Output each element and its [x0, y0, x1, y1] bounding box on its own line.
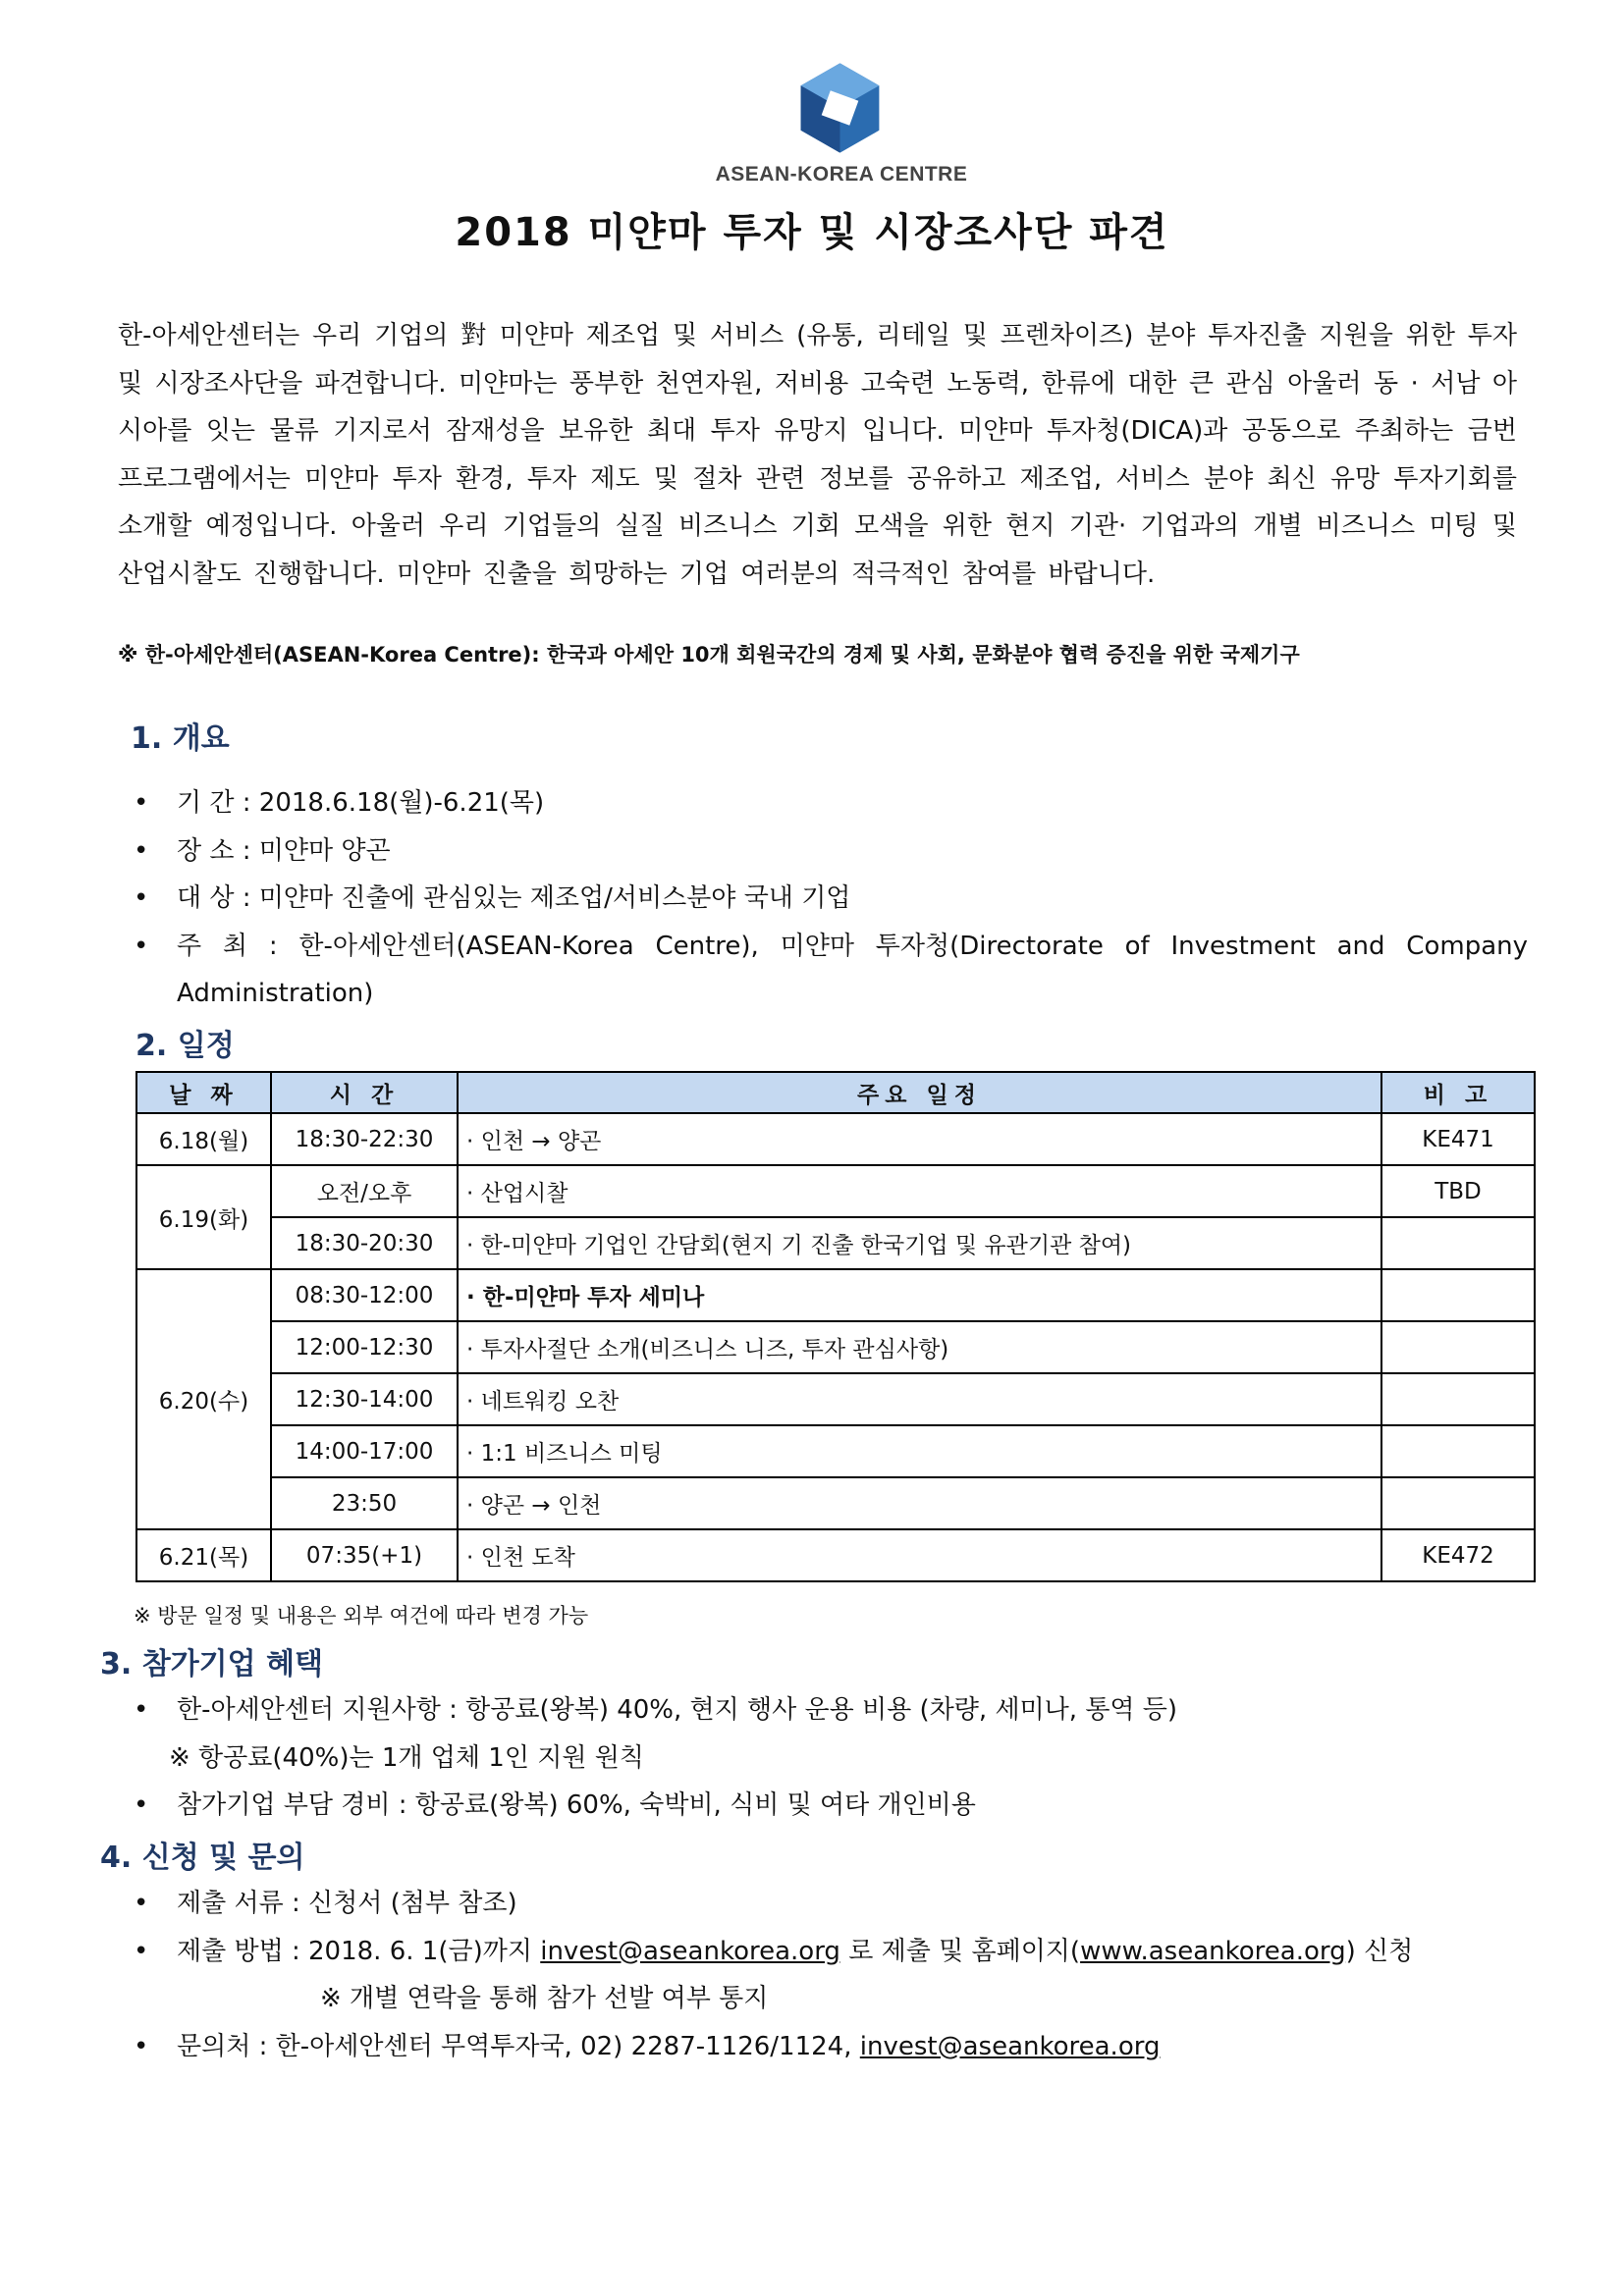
event-cell: · 인천 도착 [458, 1529, 1381, 1581]
asean-korea-centre-logo [793, 59, 887, 157]
note-cell [1381, 1425, 1535, 1477]
section1-heading: 1. 개요 [131, 721, 230, 756]
note-cell [1381, 1269, 1535, 1321]
column-header-date: 날 짜 [136, 1072, 271, 1113]
logo-text: ASEAN-KOREA CENTRE [715, 163, 968, 186]
note-cell [1381, 1217, 1535, 1269]
table-row [136, 1113, 1535, 1165]
contact-email-link[interactable]: invest@aseankorea.org [859, 2031, 1161, 2061]
note-cell [1381, 1321, 1535, 1373]
page-title: 2018 미얀마 투자 및 시장조사단 파견 [455, 210, 1169, 255]
event-cell: · 네트워킹 오찬 [458, 1373, 1381, 1425]
date-cell: 6.20(수) [136, 1269, 271, 1529]
list-item [134, 2023, 1528, 2071]
table-row [136, 1269, 1535, 1321]
list-item: • 대 상 : 미얀마 진출에 관심있는 제조업/서비스분야 국내 기업 [134, 875, 1528, 923]
list-item: • 제출 서류 : 신청서 (첨부 참조) [134, 1880, 1528, 1928]
section3-heading: 3. 참가기업 혜택 [100, 1647, 324, 1682]
schedule-footnote: ※ 방문 일정 및 내용은 외부 여건에 따라 변경 가능 [134, 1604, 589, 1628]
section1-list [134, 779, 1528, 1018]
section2-heading: 2. 일정 [135, 1029, 235, 1063]
time-cell: 18:30-20:30 [271, 1217, 458, 1269]
table-row [136, 1477, 1535, 1529]
list-item: • 주 최 : 한-아세안센터(ASEAN-Korea Centre), 미얀마 투자청(Directorate of Investment and Company Administration) [134, 923, 1528, 1018]
time-cell: 12:00-12:30 [271, 1321, 458, 1373]
time-cell: 12:30-14:00 [271, 1373, 458, 1425]
time-cell: 08:30-12:00 [271, 1269, 458, 1321]
event-cell: · 양곤 → 인천 [458, 1477, 1381, 1529]
table-row [136, 1425, 1535, 1477]
list-item: • 장 소 : 미얀마 양곤 [134, 828, 1528, 876]
table-row [136, 1529, 1535, 1581]
list-item-note: ※ 개별 연락을 통해 참가 선발 여부 통지 [320, 1984, 769, 2013]
list-item [134, 1928, 1528, 1976]
time-cell: 18:30-22:30 [271, 1113, 458, 1165]
note-cell [1381, 1477, 1535, 1529]
schedule-table [135, 1071, 1536, 1582]
date-cell: 6.19(화) [136, 1165, 271, 1269]
event-cell: · 투자사절단 소개(비즈니스 니즈, 투자 관심사항) [458, 1321, 1381, 1373]
event-cell: · 인천 → 양곤 [458, 1113, 1381, 1165]
note-cell: KE471 [1381, 1113, 1535, 1165]
section4-heading: 4. 신청 및 문의 [100, 1841, 305, 1875]
section4-list [134, 1880, 1528, 2070]
submission-text: 제출 방법 : 2018. 6. 1(금)까지 [177, 1936, 541, 1966]
date-cell: 6.21(목) [136, 1529, 271, 1581]
event-cell: · 한-미얀마 투자 세미나 [458, 1269, 1381, 1321]
table-row [136, 1321, 1535, 1373]
time-cell: 오전/오후 [271, 1165, 458, 1217]
submission-text: ) 신청 [1345, 1936, 1414, 1966]
homepage-link[interactable]: www.aseankorea.org [1080, 1936, 1346, 1966]
time-cell: 23:50 [271, 1477, 458, 1529]
time-cell: 14:00-17:00 [271, 1425, 458, 1477]
event-cell: · 한-미얀마 기업인 간담회(현지 기 진출 한국기업 및 유관기관 참여) [458, 1217, 1381, 1269]
intro-paragraph: 한-아세안센터는 우리 기업의 對 미얀마 제조업 및 서비스 (유통, 리테일 및 프렌차이즈) 분야 투자진출 지원을 위한 투자 및 시장조사단을 파견합니다. 미얀마는 풍부한 천연자원, 저비용 고숙련 노동력, 한류에 대한 큰 관심 아울러 동 · 서남 아시아를 잇는 물류 기지로서 잠재성을 보유한 최대 투자 유망지 입니다. 미얀마 투자청(DICA)과 공동으로 주최하는 금번 프로그램에서는 미얀마 투자 환경, 투자 제도 및 절차 관련 정보를 공유하고 제조업, 서비스 분야 최신 유망 투자기회를 소개할 예정입니다. 아울러 우리 기업들의 실질 비즈니스 기회 모색을 위한 현지 기관· 기업과의 개별 비즈니스 미팅 및 산업시찰도 진행합니다. 미얀마 진출을 희망하는 기업 여러분의 적극적인 참여를 바랍니다. [118, 321, 1517, 589]
time-cell: 07:35(+1) [271, 1529, 458, 1581]
event-cell: · 산업시찰 [458, 1165, 1381, 1217]
email-link[interactable]: invest@aseankorea.org [540, 1936, 840, 1966]
list-item: • 기 간 : 2018.6.18(월)-6.21(목) [134, 779, 1528, 828]
contact-text: 문의처 : 한-아세안센터 무역투자국, 02) 2287-1126/1124, [177, 2031, 860, 2061]
submission-text: 로 제출 및 홈페이지( [839, 1936, 1081, 1966]
note-cell [1381, 1373, 1535, 1425]
column-header-event: 주요 일정 [458, 1072, 1381, 1113]
list-item-note: ※ 항공료(40%)는 1개 업체 1인 지원 원칙 [169, 1742, 644, 1773]
section3-list [134, 1686, 1528, 1830]
list-item: • 참가기업 부담 경비 : 항공료(왕복) 60%, 숙박비, 식비 및 여타 개인비용 [134, 1782, 1528, 1830]
column-header-time: 시 간 [271, 1072, 458, 1113]
note-cell: TBD [1381, 1165, 1535, 1217]
table-header-row [136, 1072, 1535, 1113]
table-row [136, 1373, 1535, 1425]
note-cell: KE472 [1381, 1529, 1535, 1581]
intro-note: ※ 한-아세안센터(ASEAN-Korea Centre): 한국과 아세안 10개 회원국간의 경제 및 사회, 문화분야 협력 증진을 위한 국제기구 [118, 643, 1300, 667]
table-row [136, 1217, 1535, 1269]
date-cell: 6.18(월) [136, 1113, 271, 1165]
column-header-note: 비 고 [1381, 1072, 1535, 1113]
table-row [136, 1165, 1535, 1217]
event-cell: · 1:1 비즈니스 미팅 [458, 1425, 1381, 1477]
list-item: • 한-아세안센터 지원사항 : 항공료(왕복) 40%, 현지 행사 운용 비용 (차량, 세미나, 통역 등) [134, 1686, 1528, 1735]
